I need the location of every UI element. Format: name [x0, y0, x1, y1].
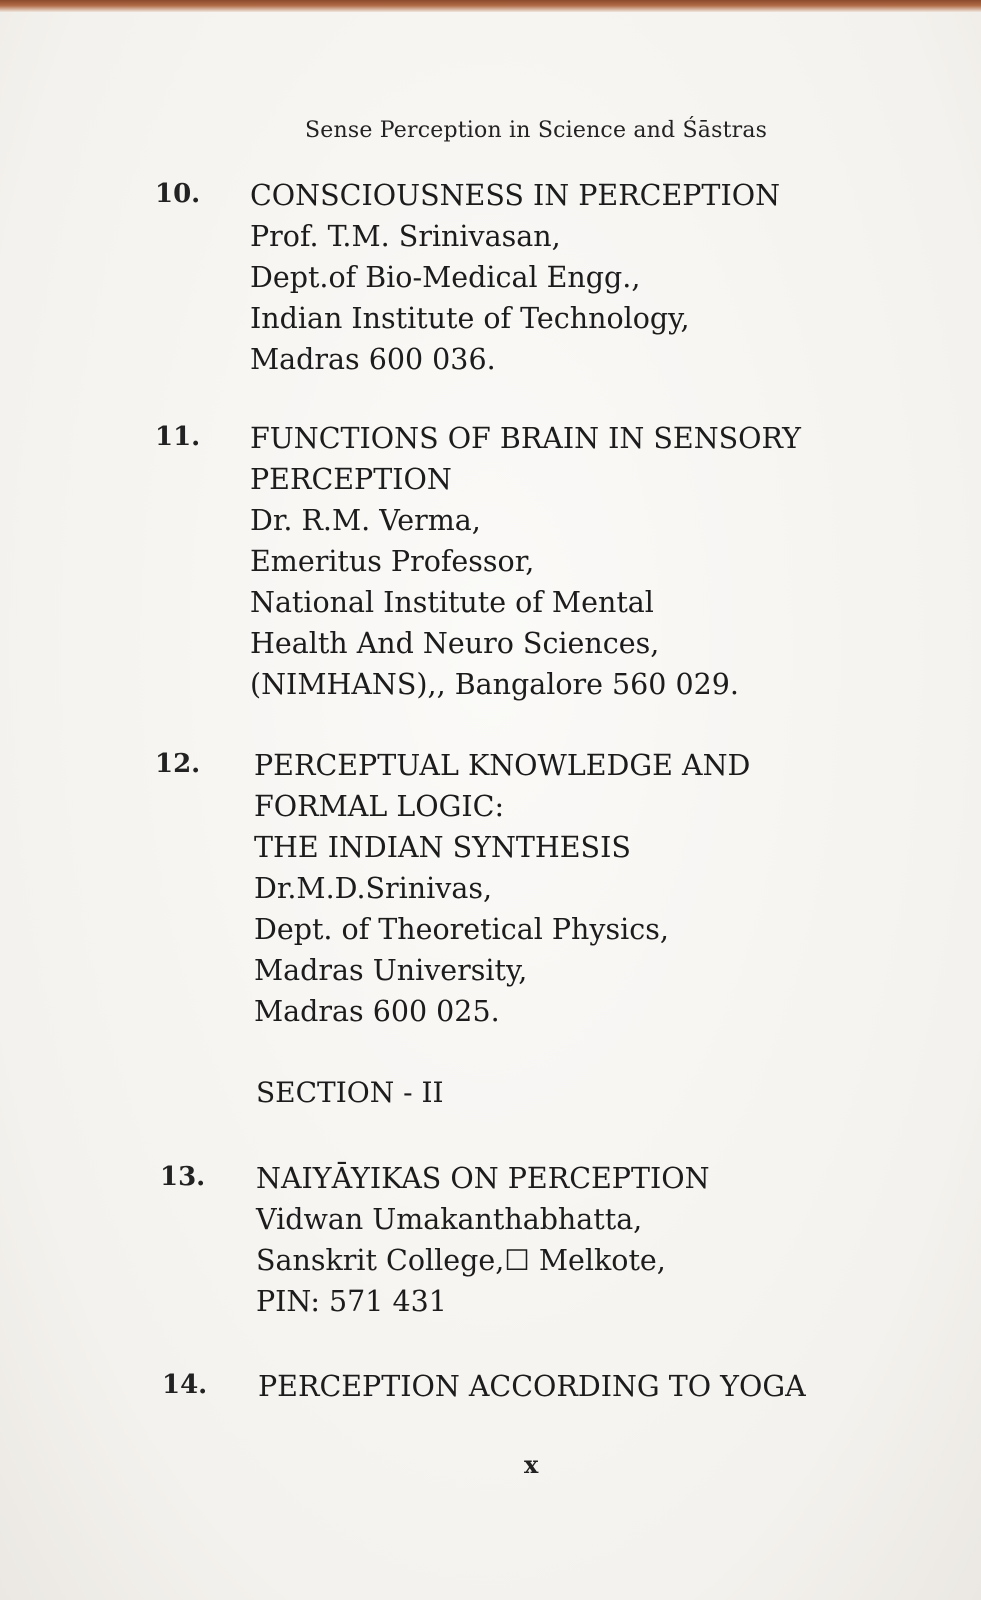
section-heading: SECTION - II: [256, 1076, 444, 1109]
entry-title: FUNCTIONS OF BRAIN IN SENSORY: [250, 422, 801, 455]
entry-affiliation-line: Emeritus Professor,: [250, 545, 535, 578]
entry-affiliation-line: (NIMHANS),, Bangalore 560 029.: [250, 668, 739, 701]
entry-affiliation-line: Sanskrit College,☐ Melkote,: [256, 1244, 666, 1277]
entry-text: [258, 1366, 806, 1407]
entry-affiliation-line: Madras 600 025.: [254, 995, 500, 1028]
entry-affiliation-line: Indian Institute of Technology,: [250, 302, 690, 335]
entry-title-continued: THE INDIAN SYNTHESIS: [254, 831, 631, 864]
entry-title-continued: PERCEPTION: [250, 463, 452, 496]
entry-affiliation-line: Madras University,: [254, 954, 528, 987]
book-top-edge: [0, 0, 981, 12]
entry-author: Vidwan Umakanthabhatta,: [256, 1203, 643, 1236]
entry-title-continued: FORMAL LOGIC:: [254, 790, 505, 823]
entry-text: [250, 175, 780, 380]
entry-affiliation-line: Health And Neuro Sciences,: [250, 627, 660, 660]
running-header: Sense Perception in Science and Śāstras: [305, 118, 768, 143]
page-number: x: [524, 1450, 539, 1479]
entry-number: 11.: [155, 422, 201, 452]
entry-number: 14.: [162, 1370, 208, 1400]
entry-title: PERCEPTION ACCORDING TO YOGA: [258, 1370, 806, 1403]
entry-affiliation-line: Madras 600 036.: [250, 343, 496, 376]
entry-affiliation-line: National Institute of Mental: [250, 586, 654, 619]
entry-number: 12.: [155, 749, 201, 779]
entry-title: CONSCIOUSNESS IN PERCEPTION: [250, 179, 781, 212]
entry-title: NAIYĀYIKAS ON PERCEPTION: [256, 1162, 710, 1195]
entry-number: 10.: [155, 179, 201, 209]
entry-author: Prof. T.M. Srinivasan,: [250, 220, 561, 253]
entry-text: [250, 418, 801, 705]
entry-affiliation-line: PIN: 571 431: [256, 1285, 447, 1318]
entry-text: [254, 745, 750, 1032]
entry-title: PERCEPTUAL KNOWLEDGE AND: [254, 749, 751, 782]
entry-number: 13.: [160, 1162, 206, 1192]
entry-author: Dr.M.D.Srinivas,: [254, 872, 493, 905]
entry-affiliation-line: Dept.of Bio-Medical Engg.,: [250, 261, 641, 294]
entry-author: Dr. R.M. Verma,: [250, 504, 481, 537]
entry-affiliation-line: Dept. of Theoretical Physics,: [254, 913, 669, 946]
entry-text: [256, 1158, 710, 1322]
